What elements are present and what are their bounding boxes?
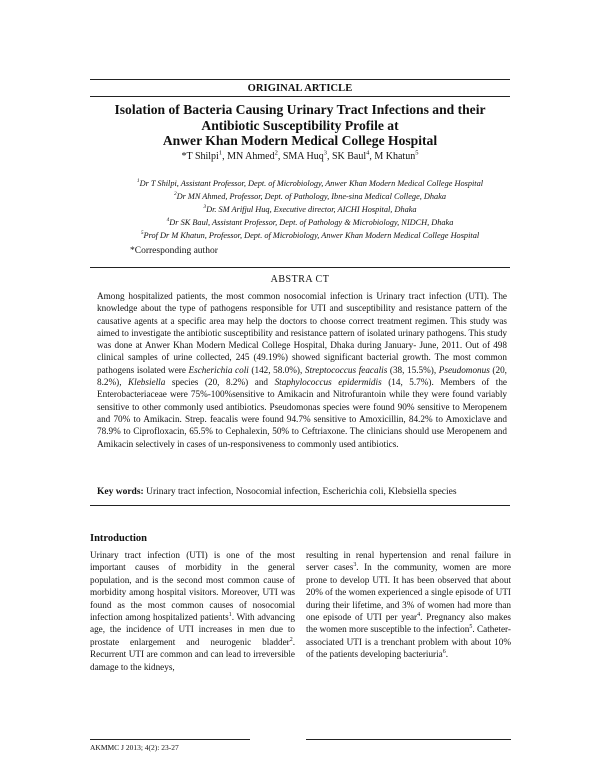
intro-text: . Pregnancy also makes the women more susceptible to the infection bbox=[306, 612, 511, 635]
affiliation-list bbox=[90, 177, 530, 242]
author-name: M Khatun bbox=[374, 151, 416, 162]
author-name: MN Ahmed bbox=[227, 151, 275, 162]
author-list bbox=[0, 151, 600, 162]
title-line-3: Anwer Khan Modern Medical College Hospital bbox=[162, 133, 438, 148]
organism-name: Escherichia coli bbox=[188, 364, 249, 375]
affiliation-item bbox=[90, 177, 530, 190]
abstract-body bbox=[97, 290, 507, 450]
affiliation-text: Dr SK Baul, Assistant Professor, Dept. of Pathology & Microbiology, NIDCH, Dhaka bbox=[169, 218, 454, 227]
affiliation-sup: 2 bbox=[173, 191, 177, 198]
abstract-text: (38, 15.5%), bbox=[387, 364, 439, 375]
journal-citation-footer: AKMMC J 2013; 4(2): 23-27 bbox=[90, 743, 179, 752]
author-name: SK Baul bbox=[331, 151, 367, 162]
intro-text: . Recurrent UTI are common and can lead to irreversible damage to the kidneys, bbox=[90, 636, 295, 672]
abstract-text: (142, 58.0%), bbox=[248, 364, 305, 375]
affiliation-text: Dr MN Ahmed, Professor, Dept. of Pathology, Ibne-sina Medical College, Dhaka bbox=[176, 192, 447, 201]
affiliation-item bbox=[90, 229, 530, 242]
affiliation-sup: 1 bbox=[136, 178, 140, 185]
affiliation-text: Dr. SM Arifjul Huq, Executive director, AICHI Hospital, Dhaka bbox=[206, 205, 417, 214]
citation-sup: 1 bbox=[228, 611, 232, 618]
author-sep: , bbox=[326, 151, 332, 162]
abstract-text: (20, 8.2%), bbox=[97, 364, 507, 388]
author-sup: 5 bbox=[415, 149, 419, 157]
author-sep: , bbox=[369, 151, 375, 162]
affiliation-item bbox=[90, 190, 530, 203]
introduction-heading: Introduction bbox=[90, 533, 147, 544]
citation-sup: 2 bbox=[289, 636, 293, 643]
affiliation-text: Dr T Shilpi, Assistant Professor, Dept. of Microbiology, Anwer Khan Modern Medical College Hospital bbox=[139, 179, 484, 188]
footer-rule-right bbox=[306, 739, 511, 740]
intro-text: . In the community, women are more prone to develop UTI. It has been observed that about 20% of the women experienced a single episode of UTI during their lifetime, and 3% of women had more than one episode of UTI per year bbox=[306, 562, 511, 623]
author-sup: 3 bbox=[323, 149, 327, 157]
title-line-1: Isolation of Bacteria Causing Urinary Tract Infections and their bbox=[114, 102, 486, 117]
abstract-top-rule bbox=[90, 267, 510, 268]
author-sep: , bbox=[277, 151, 283, 162]
keywords-line bbox=[97, 487, 537, 497]
citation-sup: 3 bbox=[353, 562, 357, 569]
footer-rule bbox=[90, 739, 250, 740]
abstract-text: (14, 5.7%). Members of the Enterobacteriaceae were 75%-100%sensitive to Amikacin and Nitrofurantoin while they were found variably sensitive to other commonly used antibiotics. Pseudomonas species were found 90% sensitive to Meropenem and 70% to Amikacin. Strep. feacalis were found 94.7% sensitive to Amoxicillin, 84.2% to Amoxiclave and 78.9% to Ciprofloxacin, 65.5% to Cephalexin, 50% to Ceftriaxone. The clinicians should use Meropenem and Amikacin selectively in cases of un-responsiveness to commonly used antibiotics. bbox=[97, 377, 507, 449]
author-name: *T Shilpi bbox=[181, 151, 219, 162]
affiliation-sup: 4 bbox=[166, 217, 170, 224]
affiliation-sup: 3 bbox=[203, 204, 207, 211]
author-sup: 4 bbox=[366, 149, 370, 157]
affiliation-item bbox=[90, 216, 530, 229]
abstract-text: Among hospitalized patients, the most common nosocomial infection is Urinary tract infection (UTI). The knowledge about the type of pathogens responsible for UTI and susceptibility and resistance pattern of the causative agents at a specific area may help the doctors to choose correct treatment regimen. This study was aimed to investigate the antibiotic susceptibility and resistance pattern of isolated urinary pathogens. This study was done at Anwer Khan Modern Medical College Hospital, Dhaka during January- June, 2011. Out of 498 clinical samples of urine collected, 245 (49.19%) showed significant bacterial growth. The most common pathogens isolated were bbox=[97, 291, 507, 375]
intro-text: resulting in renal hypertension and renal failure in server cases bbox=[306, 550, 511, 573]
header-rule-lower bbox=[90, 96, 510, 97]
citation-sup: 6 bbox=[442, 649, 446, 656]
affiliation-sup: 5 bbox=[140, 230, 144, 237]
author-sup: 1 bbox=[218, 149, 223, 157]
organism-name: Klebsiella bbox=[128, 377, 166, 388]
organism-name: Staphylococcus epidermidis bbox=[274, 377, 382, 388]
article-type-label: ORIGINAL ARTICLE bbox=[247, 83, 353, 94]
citation-sup: 5 bbox=[469, 624, 473, 631]
author-sep: , bbox=[222, 151, 228, 162]
affiliation-text: Prof Dr M Khatun, Professor, Dept. of Microbiology, Anwer Khan Modern Medical College Hospital bbox=[143, 231, 480, 240]
corresponding-author-note: *Corresponding author bbox=[130, 246, 218, 256]
organism-name: Pseudomonus bbox=[438, 364, 490, 375]
intro-text: Urinary tract infection (UTI) is one of the most important causes of morbidity in the general population, and is the second most common cause of morbidity among hospital visitors. Moreover, UTI was found as the most common causes of nosocomial infection among hospitalized patients bbox=[90, 550, 295, 623]
abstract-text: species (20, 8.2%) and bbox=[165, 377, 275, 388]
abstract-heading: ABSTRA CT bbox=[270, 274, 330, 285]
intro-text: . With advancing age, the incidence of UTI increases in men due to prostate enlargement and neurogenic bladder bbox=[90, 612, 296, 647]
introduction-right-column bbox=[306, 549, 511, 661]
header-rule bbox=[90, 79, 510, 80]
keywords-rule bbox=[90, 505, 510, 506]
introduction-left-column bbox=[90, 549, 295, 673]
author-sup: 2 bbox=[274, 149, 278, 157]
organism-name: Streptococcus feacalis bbox=[304, 364, 388, 375]
intro-text: . bbox=[445, 649, 449, 660]
keywords-text: Urinary tract infection, Nosocomial infection, Escherichia coli, Klebsiella species bbox=[143, 487, 457, 497]
title-line-2: Antibiotic Susceptibility Profile at bbox=[201, 117, 399, 133]
keywords-label: Key words: bbox=[97, 487, 144, 497]
author-name: SMA Huq bbox=[282, 151, 324, 162]
affiliation-item bbox=[90, 203, 530, 216]
intro-text: . Catheter-associated UTI is a trenchant problem with about 10% of the patients developing bacteriuria bbox=[306, 624, 511, 660]
article-title bbox=[60, 102, 540, 149]
citation-sup: 4 bbox=[417, 611, 421, 618]
